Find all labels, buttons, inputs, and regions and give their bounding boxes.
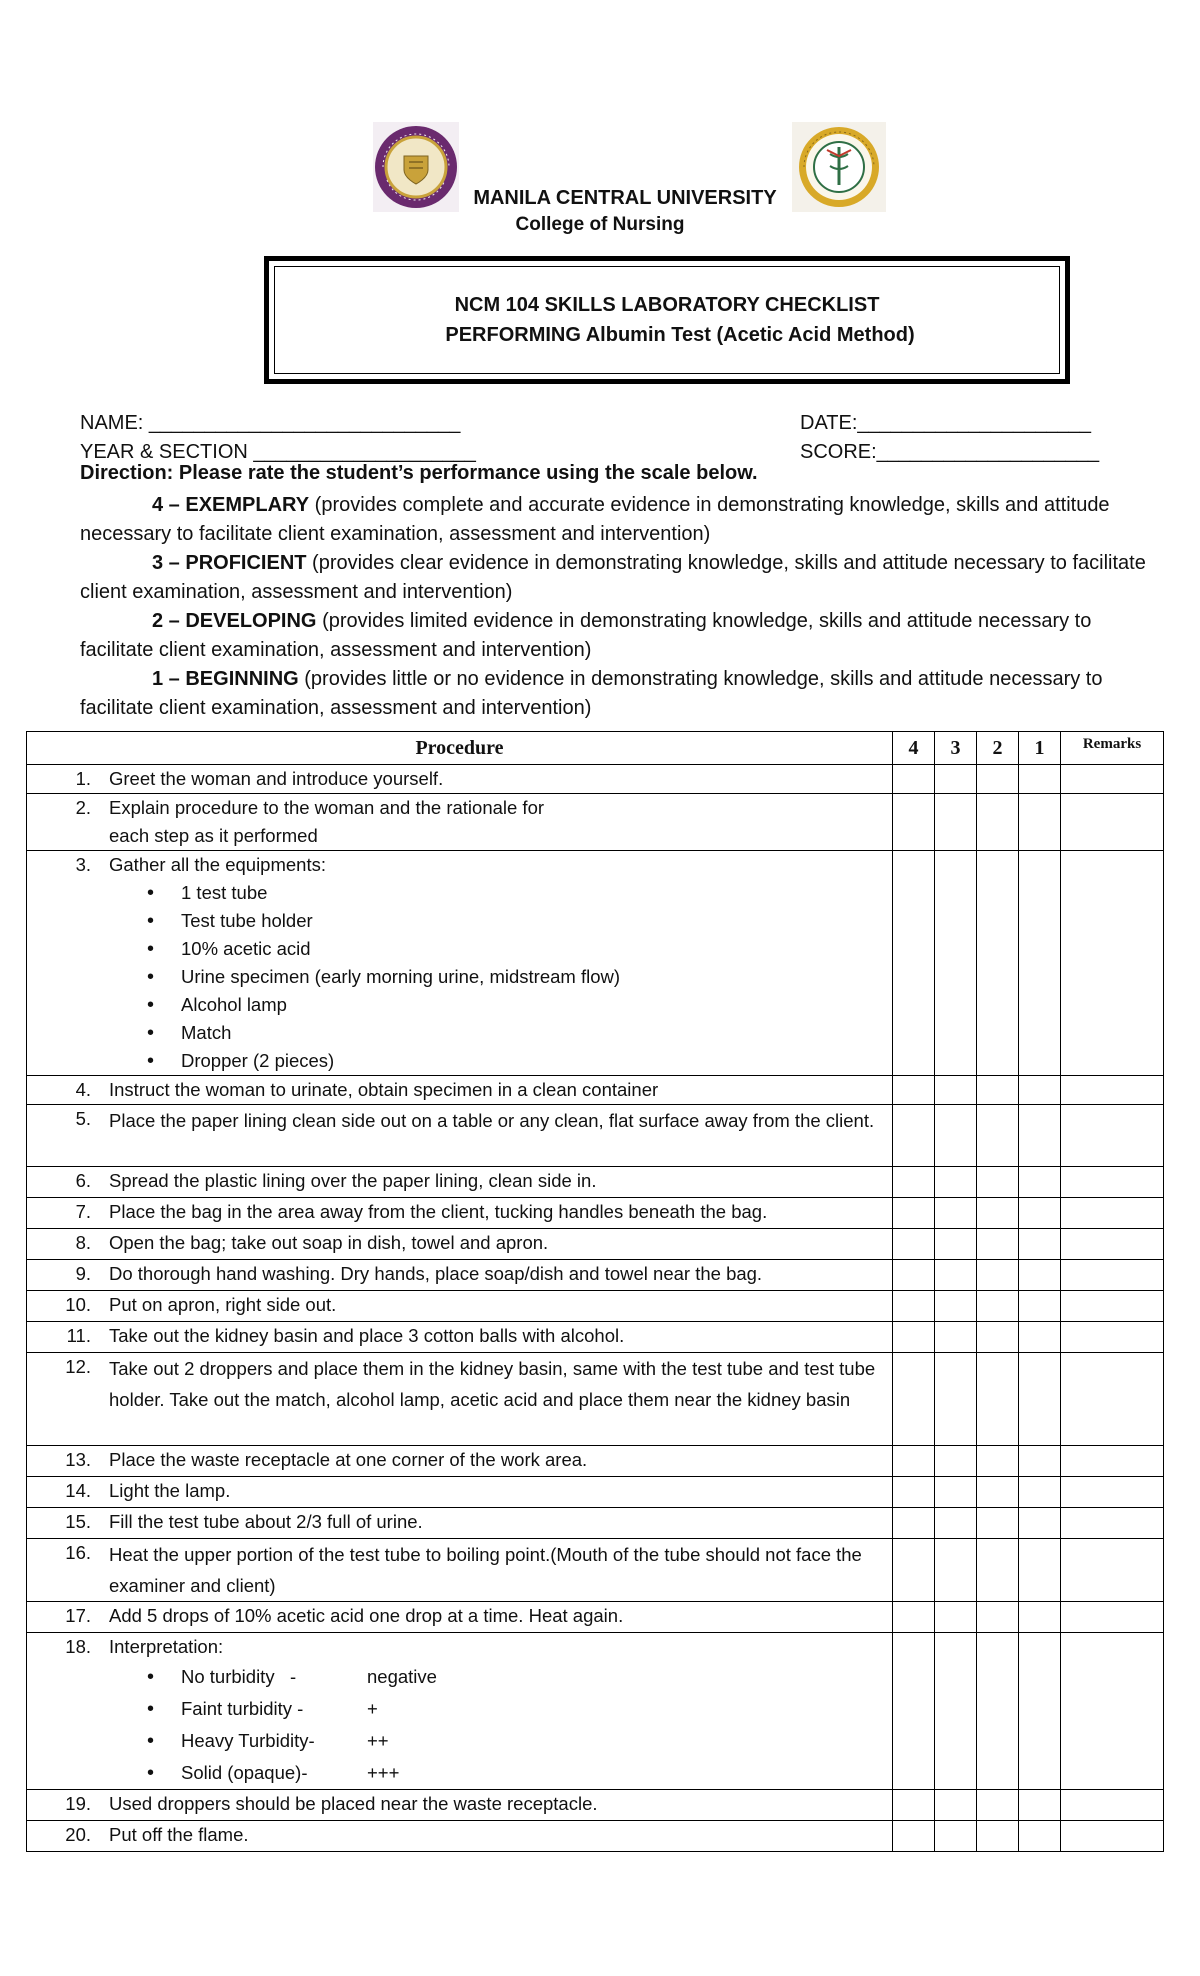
score-2-cell[interactable] [977,1821,1019,1852]
procedure-cell [27,1260,893,1291]
score-3-cell[interactable] [935,1291,977,1322]
equipment-list [27,879,892,1075]
step-number: 8. [75,1232,91,1253]
score-2-cell[interactable] [977,1167,1019,1198]
score-field: SCORE:____________________ [800,441,1100,463]
list-item: • Test tube holder [147,907,892,935]
step-number: 9. [75,1263,91,1284]
score-1-cell[interactable] [1019,794,1061,851]
list-item: • Match [147,1019,892,1047]
step-text: Light the lamp. [109,1480,231,1501]
remarks-cell[interactable] [1061,1260,1164,1291]
table-row [27,765,1164,794]
title-box [264,256,1070,384]
remarks-cell[interactable] [1061,765,1164,794]
step-text: Greet the woman and introduce yourself. [109,768,444,789]
score-3-cell[interactable] [935,1076,977,1105]
interpretation-result: ++ [367,1730,389,1751]
procedure-step [27,1790,892,1818]
remarks-cell[interactable] [1061,1322,1164,1353]
procedure-step [27,1602,892,1630]
score-1-cell[interactable] [1019,1198,1061,1229]
score-3-cell[interactable] [935,1353,977,1446]
table-row [27,1260,1164,1291]
step-number: 11. [66,1325,91,1346]
score-4-header: 4 [893,732,935,765]
scale-description: (provides clear evidence in demonstrating knowledge, skills and attitude necessary to facilitate client examination, assessment and intervention) [80,552,1146,603]
score-3-cell[interactable] [935,1539,977,1602]
step-number: 6. [75,1170,91,1191]
step-number: 3. [75,854,91,875]
rating-scale-1 [80,665,1170,723]
table-row [27,1105,1164,1167]
remarks-cell[interactable] [1061,1076,1164,1105]
list-item: • Urine specimen (early morning urine, midstream flow) [147,963,892,991]
score-3-cell[interactable] [935,765,977,794]
procedure-cell [27,1477,893,1508]
interpretation-result: +++ [367,1762,400,1783]
list-item [147,1725,892,1757]
score-3-cell[interactable] [935,1790,977,1821]
step-text: Do thorough hand washing. Dry hands, place soap/dish and towel near the bag. [109,1263,763,1284]
remarks-cell[interactable] [1061,1790,1164,1821]
remarks-cell[interactable] [1061,1167,1164,1198]
score-2-cell[interactable] [977,794,1019,851]
procedure-step [27,1260,892,1288]
list-item [147,1757,892,1789]
procedure-cell [27,1322,893,1353]
table-row [27,1353,1164,1446]
score-1-cell[interactable] [1019,765,1061,794]
scale-level: 1 – BEGINNING [152,668,299,690]
scale-description: (provides little or no evidence in demonstrating knowledge, skills and attitude necessary to facilitate client examination, assessment and intervention) [80,668,1103,719]
step-number-spacer [27,822,109,850]
list-item: • Alcohol lamp [147,991,892,1019]
procedure-cell [27,794,893,851]
step-text: Take out the kidney basin and place 3 cotton balls with alcohol. [109,1325,625,1346]
procedure-cell [27,851,893,1076]
step-number: 17. [65,1605,91,1626]
score-4-cell[interactable] [893,1353,935,1446]
table-row [27,1790,1164,1821]
score-2-cell[interactable] [977,1539,1019,1602]
table-row [27,1291,1164,1322]
score-3-cell[interactable] [935,1821,977,1852]
procedure-step [27,1353,892,1415]
table-row [27,1602,1164,1633]
remarks-cell[interactable] [1061,1821,1164,1852]
procedure-step [27,1821,892,1849]
procedure-cell [27,765,893,794]
step-number: 4. [75,1079,91,1100]
procedure-step [27,1633,892,1661]
table-row [27,1821,1164,1852]
procedure-cell [27,1198,893,1229]
procedure-step [27,765,892,793]
remarks-header: Remarks [1061,732,1164,765]
score-2-cell[interactable] [977,1076,1019,1105]
score-4-cell[interactable] [893,1821,935,1852]
score-3-cell[interactable] [935,1477,977,1508]
score-4-cell[interactable] [893,1076,935,1105]
procedure-cell [27,1508,893,1539]
procedure-step [27,1291,892,1319]
step-text: Heat the upper portion of the test tube to boiling point.(Mouth of the tube should not face the examiner and client) [109,1544,862,1596]
rating-scale-4 [80,491,1170,549]
procedure-step [27,1508,892,1536]
procedure-cell [27,1229,893,1260]
score-4-cell[interactable] [893,1291,935,1322]
step-text: Interpretation: [109,1636,224,1657]
procedure-cell [27,1167,893,1198]
table-row [27,1167,1164,1198]
list-item: • 10% acetic acid [147,935,892,963]
score-3-cell[interactable] [935,1446,977,1477]
remarks-cell[interactable] [1061,1508,1164,1539]
step-number: 5. [75,1108,91,1129]
score-2-cell[interactable] [977,1602,1019,1633]
direction-text: Direction: Please rate the student’s performance using the scale below. [80,462,758,484]
procedure-step [27,1229,892,1257]
step-text: Put on apron, right side out. [109,1294,337,1315]
scale-description: (provides complete and accurate evidence in demonstrating knowledge, skills and attitude necessary to facilitate client examination, assessment and intervention) [80,494,1110,545]
step-text: Put off the flame. [109,1824,249,1845]
score-1-cell[interactable] [1019,1539,1061,1602]
table-row [27,1633,1164,1790]
procedure-step [27,1198,892,1226]
step-text: Spread the plastic lining over the paper lining, clean side in. [109,1170,597,1191]
list-item [147,1693,892,1725]
step-number: 20. [65,1824,91,1845]
score-1-cell[interactable] [1019,1229,1061,1260]
procedure-cell [27,1790,893,1821]
list-item [147,1661,892,1693]
score-1-cell[interactable] [1019,1291,1061,1322]
rating-scale-2 [80,607,1170,665]
score-3-cell[interactable] [935,1260,977,1291]
score-3-cell[interactable] [935,1105,977,1167]
table-row [27,1322,1164,1353]
procedure-cell [27,1076,893,1105]
step-text: Explain procedure to the woman and the rationale for [109,797,545,818]
score-3-cell[interactable] [935,1229,977,1260]
score-1-cell[interactable] [1019,1821,1061,1852]
step-text: Instruct the woman to urinate, obtain specimen in a clean container [109,1079,659,1100]
score-2-cell[interactable] [977,1260,1019,1291]
procedure-header: Procedure [27,732,893,765]
procedure-step [27,1322,892,1350]
step-number: 19. [65,1793,91,1814]
score-1-cell[interactable] [1019,1790,1061,1821]
score-2-cell[interactable] [977,1322,1019,1353]
score-3-cell[interactable] [935,1167,977,1198]
interpretation-result: negative [367,1666,437,1687]
interpretation-term: Heavy Turbidity- [181,1730,315,1751]
score-2-cell[interactable] [977,1477,1019,1508]
procedure-cell [27,1821,893,1852]
score-3-header: 3 [935,732,977,765]
procedure-step-continued [27,822,892,850]
score-4-cell[interactable] [893,851,935,1076]
score-4-cell[interactable] [893,794,935,851]
score-4-cell[interactable] [893,1198,935,1229]
score-1-cell[interactable] [1019,1633,1061,1790]
score-4-cell[interactable] [893,1602,935,1633]
remarks-cell[interactable] [1061,1229,1164,1260]
score-4-cell[interactable] [893,1167,935,1198]
score-4-cell[interactable] [893,1322,935,1353]
step-number: 10. [65,1294,91,1315]
remarks-cell[interactable] [1061,1446,1164,1477]
step-text-continued: each step as it performed [109,825,318,846]
step-number: 14. [65,1480,91,1501]
score-1-header: 1 [1019,732,1061,765]
procedure-step [27,1477,892,1505]
score-1-cell[interactable] [1019,1167,1061,1198]
step-number: 2. [75,797,91,818]
scale-level: 4 – EXEMPLARY [152,494,310,516]
college-name: College of Nursing [515,214,685,235]
score-2-cell[interactable] [977,1790,1019,1821]
score-3-cell[interactable] [935,1602,977,1633]
score-2-cell[interactable] [977,765,1019,794]
procedure-cell [27,1446,893,1477]
checklist-title: NCM 104 SKILLS LABORATORY CHECKLIST [454,294,880,316]
score-4-cell[interactable] [893,1508,935,1539]
step-text: Add 5 drops of 10% acetic acid one drop at a time. Heat again. [109,1605,624,1626]
procedure-cell [27,1105,893,1167]
remarks-cell[interactable] [1061,1602,1164,1633]
step-number: 7. [75,1201,91,1222]
procedure-step [27,1105,892,1136]
table-row [27,851,1164,1076]
score-1-cell[interactable] [1019,1105,1061,1167]
score-1-cell[interactable] [1019,1260,1061,1291]
step-number: 16. [65,1542,91,1563]
interpretation-term: Faint turbidity - [181,1698,304,1719]
score-2-cell[interactable] [977,851,1019,1076]
score-4-cell[interactable] [893,1539,935,1602]
score-4-cell[interactable] [893,1790,935,1821]
score-4-cell[interactable] [893,1260,935,1291]
checklist-table [26,731,1164,1852]
table-row [27,1477,1164,1508]
procedure-step [27,1076,892,1104]
interpretation-result: + [367,1698,378,1719]
score-2-cell[interactable] [977,1353,1019,1446]
score-4-cell[interactable] [893,1477,935,1508]
remarks-cell[interactable] [1061,851,1164,1076]
checklist-subtitle: PERFORMING Albumin Test (Acetic Acid Method) [445,324,915,346]
score-3-cell[interactable] [935,1633,977,1790]
score-3-cell[interactable] [935,1198,977,1229]
date-field: DATE:_____________________ [800,412,1091,434]
remarks-cell[interactable] [1061,1477,1164,1508]
procedure-step [27,1539,892,1601]
list-item: • Dropper (2 pieces) [147,1047,892,1075]
table-row [27,1198,1164,1229]
score-1-cell[interactable] [1019,1322,1061,1353]
table-row [27,1076,1164,1105]
step-text: Used droppers should be placed near the waste receptacle. [109,1793,598,1814]
remarks-cell[interactable] [1061,794,1164,851]
procedure-cell [27,1633,893,1790]
interpretation-term: Solid (opaque)- [181,1762,308,1783]
score-2-cell[interactable] [977,1105,1019,1167]
score-1-cell[interactable] [1019,851,1061,1076]
remarks-cell[interactable] [1061,1198,1164,1229]
score-1-cell[interactable] [1019,1602,1061,1633]
remarks-cell[interactable] [1061,1105,1164,1167]
score-4-cell[interactable] [893,1105,935,1167]
procedure-cell [27,1539,893,1602]
step-text: Place the paper lining clean side out on a table or any clean, flat surface away from the client. [109,1110,875,1131]
score-3-cell[interactable] [935,851,977,1076]
score-1-cell[interactable] [1019,1446,1061,1477]
scale-level: 3 – PROFICIENT [152,552,307,574]
step-text: Gather all the equipments: [109,854,326,875]
scale-description: (provides limited evidence in demonstrating knowledge, skills and attitude necessary to facilitate client examination, assessment and intervention) [80,610,1092,661]
score-3-cell[interactable] [935,794,977,851]
score-4-cell[interactable] [893,1633,935,1790]
score-2-cell[interactable] [977,1446,1019,1477]
remarks-cell[interactable] [1061,1633,1164,1790]
score-1-cell[interactable] [1019,1076,1061,1105]
table-row [27,794,1164,851]
university-name: MANILA CENTRAL UNIVERSITY [473,187,777,209]
procedure-cell [27,1353,893,1446]
step-number: 15. [65,1511,91,1532]
name-field: NAME: ____________________________ [80,412,461,434]
score-2-cell[interactable] [977,1198,1019,1229]
remarks-cell[interactable] [1061,1353,1164,1446]
table-row [27,1446,1164,1477]
step-number: 1. [75,768,91,789]
procedure-cell [27,1291,893,1322]
score-1-cell[interactable] [1019,1353,1061,1446]
score-3-cell[interactable] [935,1508,977,1539]
score-4-cell[interactable] [893,1229,935,1260]
table-row [27,1508,1164,1539]
step-text: Place the waste receptacle at one corner of the work area. [109,1449,588,1470]
score-4-cell[interactable] [893,1446,935,1477]
procedure-step [27,794,892,822]
score-1-cell[interactable] [1019,1477,1061,1508]
interpretation-term: No turbidity - [181,1666,297,1687]
step-number: 12. [65,1356,91,1377]
scale-level: 2 – DEVELOPING [152,610,317,632]
score-2-header: 2 [977,732,1019,765]
step-text: Fill the test tube about 2/3 full of urine. [109,1511,423,1532]
table-row [27,1229,1164,1260]
step-text: Place the bag in the area away from the client, tucking handles beneath the bag. [109,1201,768,1222]
remarks-cell[interactable] [1061,1539,1164,1602]
table-row [27,1539,1164,1602]
score-3-cell[interactable] [935,1322,977,1353]
procedure-step [27,1446,892,1474]
score-2-cell[interactable] [977,1633,1019,1790]
procedure-step [27,851,892,879]
score-4-cell[interactable] [893,765,935,794]
rating-scale-3 [80,549,1170,607]
score-1-cell[interactable] [1019,1508,1061,1539]
procedure-cell [27,1602,893,1633]
interpretation-list [27,1661,892,1789]
remarks-cell[interactable] [1061,1291,1164,1322]
table-header-row [27,732,1164,765]
score-2-cell[interactable] [977,1291,1019,1322]
score-2-cell[interactable] [977,1229,1019,1260]
list-item: • 1 test tube [147,879,892,907]
step-number: 18. [65,1636,91,1657]
step-number: 13. [65,1449,91,1470]
procedure-step [27,1167,892,1195]
step-text: Take out 2 droppers and place them in the kidney basin, same with the test tube and test tube holder. Take out the match, alcohol lamp, acetic acid and place them near the kidney basin [109,1358,876,1410]
year-section-field: YEAR & SECTION ____________________ [80,441,476,463]
score-2-cell[interactable] [977,1508,1019,1539]
step-text: Open the bag; take out soap in dish, towel and apron. [109,1232,549,1253]
